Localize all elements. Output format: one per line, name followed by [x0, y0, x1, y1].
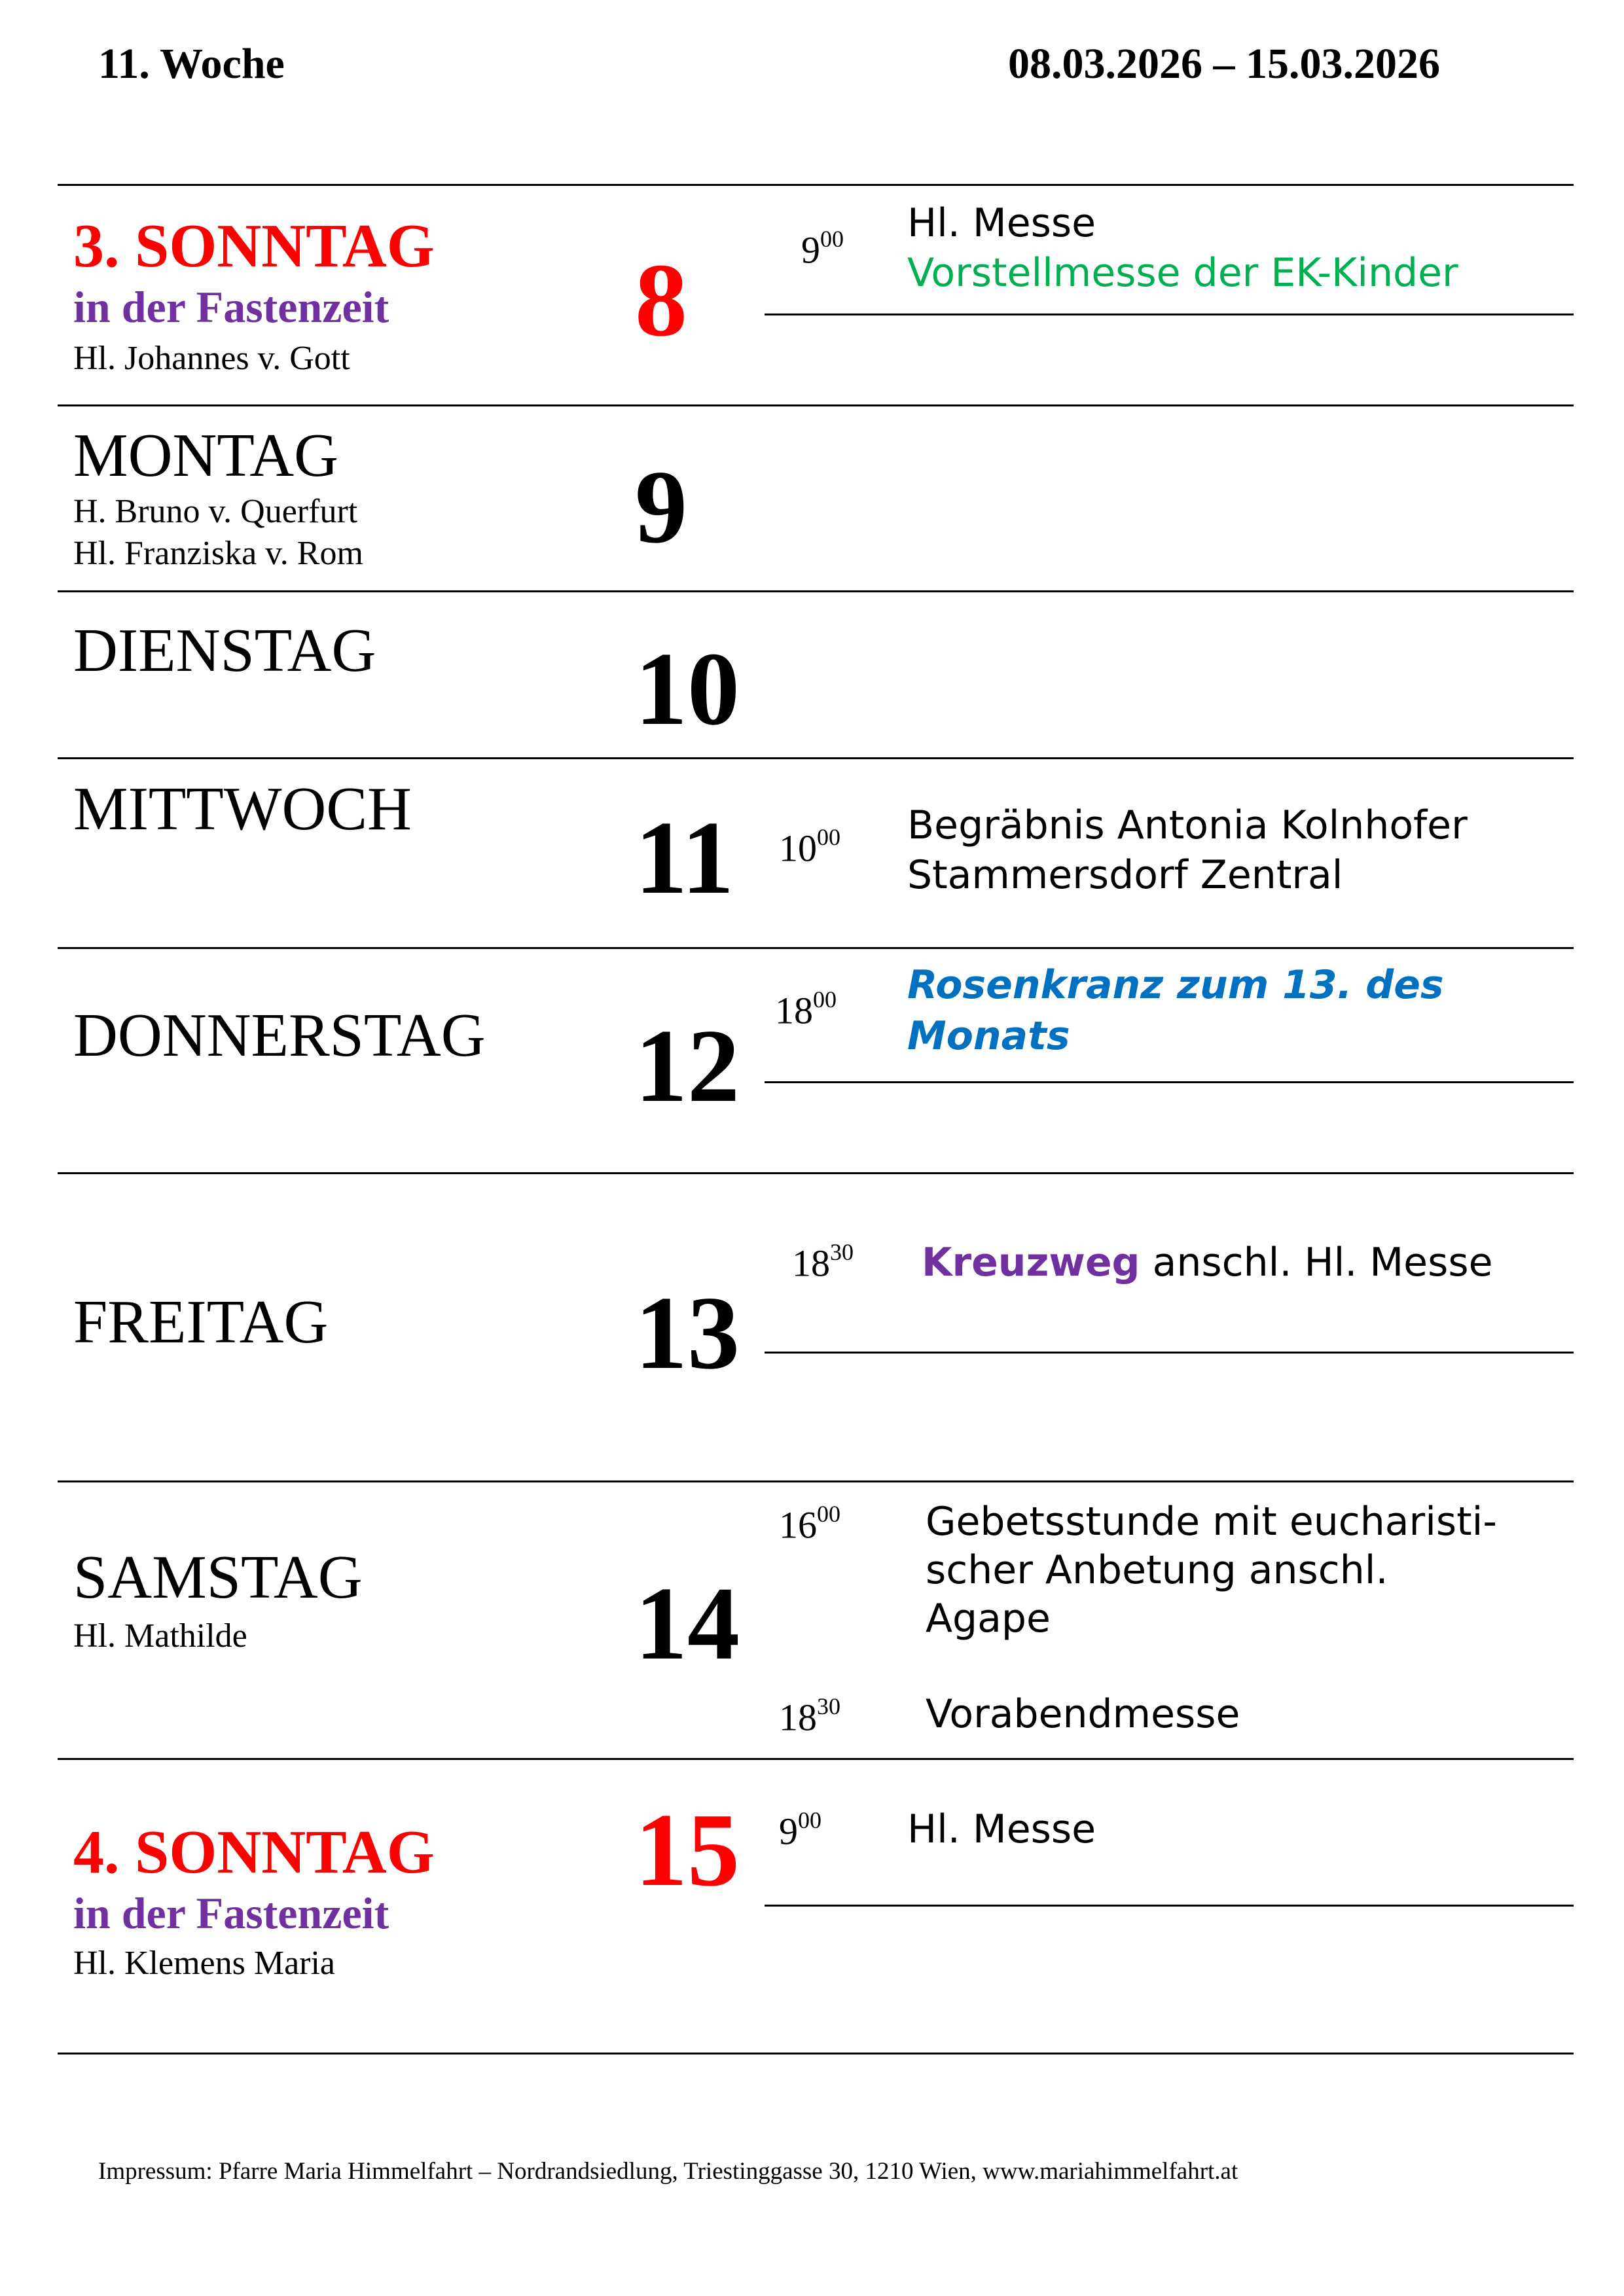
divider [58, 1758, 1574, 1760]
day-name: 3. SONNTAG [73, 212, 435, 280]
day-name: SAMSTAG [73, 1543, 363, 1611]
event-time: $18^{00}$ [775, 986, 837, 1032]
event-title: Gebetsstunde mit eucharisti- [926, 1499, 1497, 1545]
event-highlight: Kreuzweg [922, 1240, 1140, 1285]
saint-name: Hl. Johannes v. Gott [73, 340, 350, 377]
event-divider [765, 1905, 1574, 1907]
event-title-cont: Monats [907, 1013, 1070, 1059]
event-subtitle: Vorstellmesse der EK-Kinder [907, 250, 1458, 296]
event-title-cont: Agape [926, 1596, 1051, 1641]
divider [58, 590, 1574, 592]
event-time: $10^{00}$ [779, 824, 840, 870]
event-time: $18^{30}$ [779, 1693, 840, 1739]
date-range: 08.03.2026 – 15.03.2026 [1008, 40, 1440, 88]
impressum: Impressum: Pfarre Maria Himmelfahrt – Nordrandsiedlung, Triestinggasse 30, 1210 Wien, www.mariahimmelfahrt.at [98, 2158, 1238, 2185]
divider [58, 1480, 1574, 1482]
day-number: 9 [635, 448, 687, 565]
day-number: 12 [635, 1007, 740, 1124]
saint-name: Hl. Mathilde [73, 1617, 247, 1655]
day-name: FREITAG [73, 1288, 329, 1356]
event-title-cont: scher Anbetung anschl. [926, 1547, 1388, 1593]
event-title: Hl. Messe [907, 1806, 1096, 1852]
event-divider [765, 314, 1574, 315]
divider [58, 404, 1574, 406]
event-title: Kreuzweg anschl. Hl. Messe [922, 1240, 1493, 1285]
day-name: DIENSTAG [73, 617, 376, 685]
event-divider [765, 1352, 1574, 1354]
saint-name: Hl. Franziska v. Rom [73, 535, 363, 572]
event-time: $18^{30}$ [792, 1239, 854, 1285]
divider [58, 184, 1574, 186]
day-number: 15 [635, 1791, 740, 1908]
day-number: 8 [635, 242, 687, 358]
day-subtitle: in der Fastenzeit [73, 282, 389, 332]
event-time: $9^{00}$ [779, 1807, 821, 1853]
event-title: Hl. Messe [907, 200, 1096, 246]
day-number: 14 [635, 1565, 740, 1681]
day-name: MONTAG [73, 422, 339, 490]
event-time: $9^{00}$ [801, 226, 844, 272]
week-label: 11. Woche [98, 40, 285, 88]
day-name: MITTWOCH [73, 775, 412, 843]
divider [58, 757, 1574, 759]
event-title: Vorabendmesse [926, 1691, 1240, 1737]
day-subtitle: in der Fastenzeit [73, 1888, 389, 1938]
event-divider [765, 1081, 1574, 1083]
divider [58, 947, 1574, 949]
saint-name: Hl. Klemens Maria [73, 1945, 336, 1982]
event-time: $16^{00}$ [779, 1501, 840, 1547]
day-name: DONNERSTAG [73, 1001, 486, 1069]
event-title: Rosenkranz zum 13. des [907, 962, 1444, 1008]
saint-name: H. Bruno v. Querfurt [73, 493, 358, 530]
event-title: Begräbnis Antonia Kolnhofer [907, 802, 1468, 848]
day-name: 4. SONNTAG [73, 1818, 435, 1886]
day-number: 10 [635, 630, 740, 747]
day-number: 11 [635, 799, 734, 916]
divider [58, 1172, 1574, 1174]
divider [58, 2053, 1574, 2054]
day-number: 13 [635, 1274, 740, 1391]
event-location: Stammersdorf Zentral [907, 852, 1343, 898]
